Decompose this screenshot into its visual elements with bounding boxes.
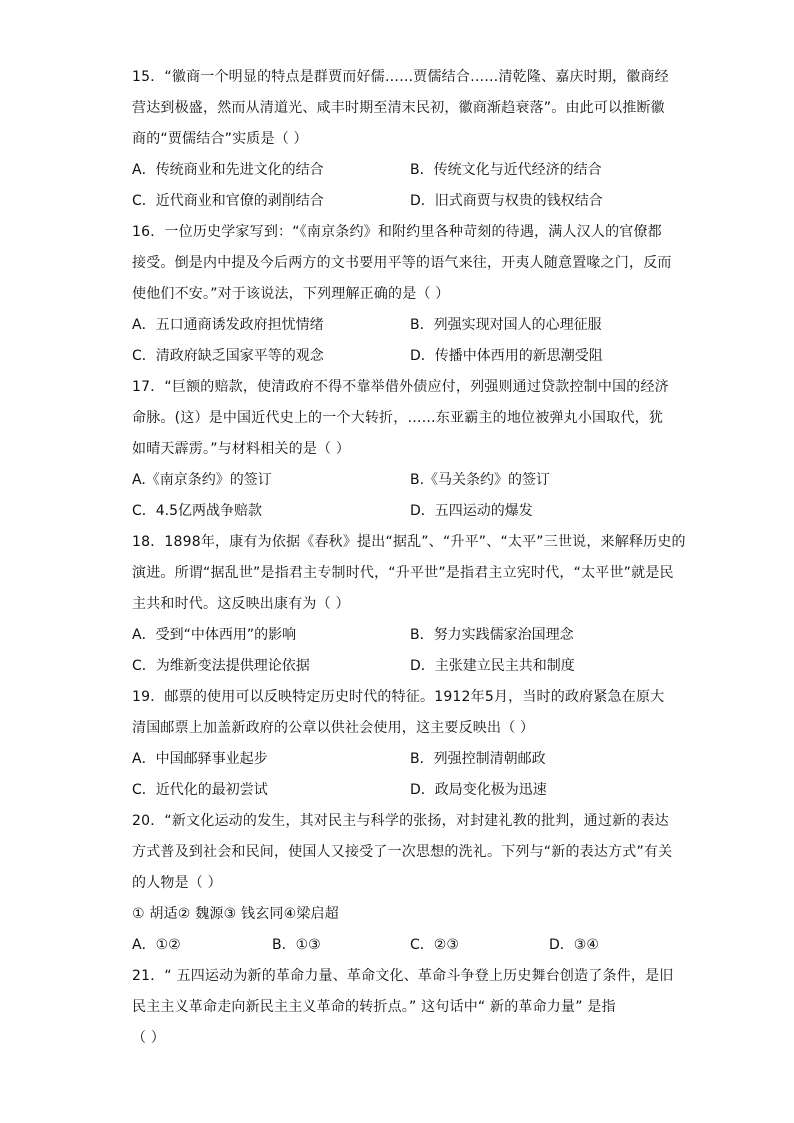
option-c[interactable]: C．4.5亿两战争赔款	[132, 503, 263, 519]
question-stem-line: 商的“贾儒结合”实质是（ ）	[132, 131, 308, 147]
option-row	[132, 310, 672, 341]
question-18	[132, 527, 686, 682]
question-stem-line: 清国邮票上加盖新政府的公章以供社会使用，这主要反映出（ ）	[132, 720, 535, 736]
question-stem-line: 18．1898年，康有为依据《春秋》提出“据乱”、“升平”、“太平”三世说，来解释历史的	[132, 534, 686, 550]
option-row	[132, 186, 672, 217]
question-stem-line: 方式普及到社会和民间，使国人又接受了一次思想的洗礼。下列与“新的表达方式”有关	[132, 844, 673, 860]
question-list	[132, 62, 686, 1054]
question-stem-line: 民主主义革命走向新民主主义革命的转折点。” 这句话中“ 新的革命力量” 是指	[132, 999, 616, 1015]
question-stem-line: 演进。所谓“据乱世”是指君主专制时代，“升平世”是指君主立宪时代，“太平世”就是民	[132, 565, 674, 581]
option-c[interactable]: C．近代化的最初尝试	[132, 782, 268, 798]
option-c[interactable]: C．为维新变法提供理论依据	[132, 658, 310, 674]
question-stem-line: 的人物是（ ）	[132, 875, 222, 891]
option-b[interactable]: B．①③	[272, 937, 321, 953]
question-stem-line: 接受。倒是内中提及今后两方的文书要用平等的语气来往，开夷人随意置喙之门，反而	[132, 255, 672, 271]
option-a[interactable]: A．受到“中体西用”的影响	[132, 627, 297, 643]
option-row	[132, 620, 672, 651]
option-d[interactable]: D．传播中体西用的新思潮受阻	[410, 348, 603, 364]
option-a[interactable]: A．中国邮驿事业起步	[132, 751, 268, 767]
option-a[interactable]: A.《南京条约》的签订	[132, 472, 272, 488]
option-d[interactable]: D．③④	[549, 937, 599, 953]
option-a[interactable]: A．①②	[132, 937, 181, 953]
question-21	[132, 961, 672, 1054]
option-d[interactable]: D．旧式商贾与权贵的钱权结合	[410, 193, 603, 209]
option-a[interactable]: A．五口通商诱发政府担忧情绪	[132, 317, 324, 333]
question-stem-line: 15．“徽商一个明显的特点是群贾而好儒……贾儒结合……清乾隆、嘉庆时期，徽商经	[132, 69, 669, 85]
question-16	[132, 217, 672, 372]
question-17	[132, 372, 672, 527]
option-d[interactable]: D．五四运动的爆发	[410, 503, 533, 519]
option-row	[132, 930, 672, 961]
option-c[interactable]: C．②③	[410, 937, 459, 953]
option-c[interactable]: C．近代商业和官僚的剥削结合	[132, 193, 324, 209]
question-stem-line: 21．“ 五四运动为新的革命力量、革命文化、革命斗争登上历史舞台创造了条件，是旧	[132, 968, 674, 984]
option-b[interactable]: B．列强实现对国人的心理征服	[410, 317, 602, 333]
question-stem-line: 使他们不安。”对于该说法，下列理解正确的是（ ）	[132, 286, 450, 302]
question-stem-line: （ ）	[132, 1030, 166, 1046]
option-b[interactable]: B．列强控制清朝邮政	[410, 751, 546, 767]
question-stem-line: 命脉。(这）是中国近代史上的一个大转折，……东亚霸主的地位被弹丸小国取代，犹	[132, 410, 664, 426]
option-row	[132, 341, 672, 372]
question-15	[132, 62, 672, 217]
option-b[interactable]: B.《马关条约》的签订	[410, 472, 551, 488]
question-19	[132, 682, 672, 806]
option-row	[132, 744, 672, 775]
option-row	[132, 651, 672, 682]
option-c[interactable]: C．清政府缺乏国家平等的观念	[132, 348, 324, 364]
option-d[interactable]: D．政局变化极为迅速	[410, 782, 547, 798]
option-row	[132, 496, 672, 527]
question-stem-line: 主共和时代。这反映出康有为（ ）	[132, 596, 350, 612]
option-row	[132, 465, 672, 496]
question-stem-line: 20．“新文化运动的发生，其对民主与科学的张扬，对封建礼教的批判，通过新的表达	[132, 813, 669, 829]
question-stem-line: 17．“巨额的赔款，使清政府不得不靠举借外债应付，列强则通过贷款控制中国的经济	[132, 379, 669, 395]
question-20	[132, 806, 672, 961]
option-row	[132, 775, 672, 806]
question-items-line: ① 胡适② 魏源③ 钱玄同④梁启超	[132, 906, 339, 922]
question-stem-line: 如晴天霹雳。”与材料相关的是（ ）	[132, 441, 351, 457]
question-stem-line: 19．邮票的使用可以反映特定历史时代的特征。1912年5月，当时的政府紧急在原大	[132, 689, 665, 705]
option-b[interactable]: B．传统文化与近代经济的结合	[410, 162, 602, 178]
question-stem-line: 营达到极盛，然而从清道光、咸丰时期至清末民初，徽商渐趋衰落”。由此可以推断徽	[132, 100, 665, 116]
option-b[interactable]: B．努力实践儒家治国理念	[410, 627, 574, 643]
option-d[interactable]: D．主张建立民主共和制度	[410, 658, 575, 674]
option-row	[132, 155, 672, 186]
question-stem-line: 16．一位历史学家写到：“《南京条约》和附约里各种苛刻的待遇，满人汉人的官僚都	[132, 224, 662, 240]
option-a[interactable]: A．传统商业和先进文化的结合	[132, 162, 324, 178]
